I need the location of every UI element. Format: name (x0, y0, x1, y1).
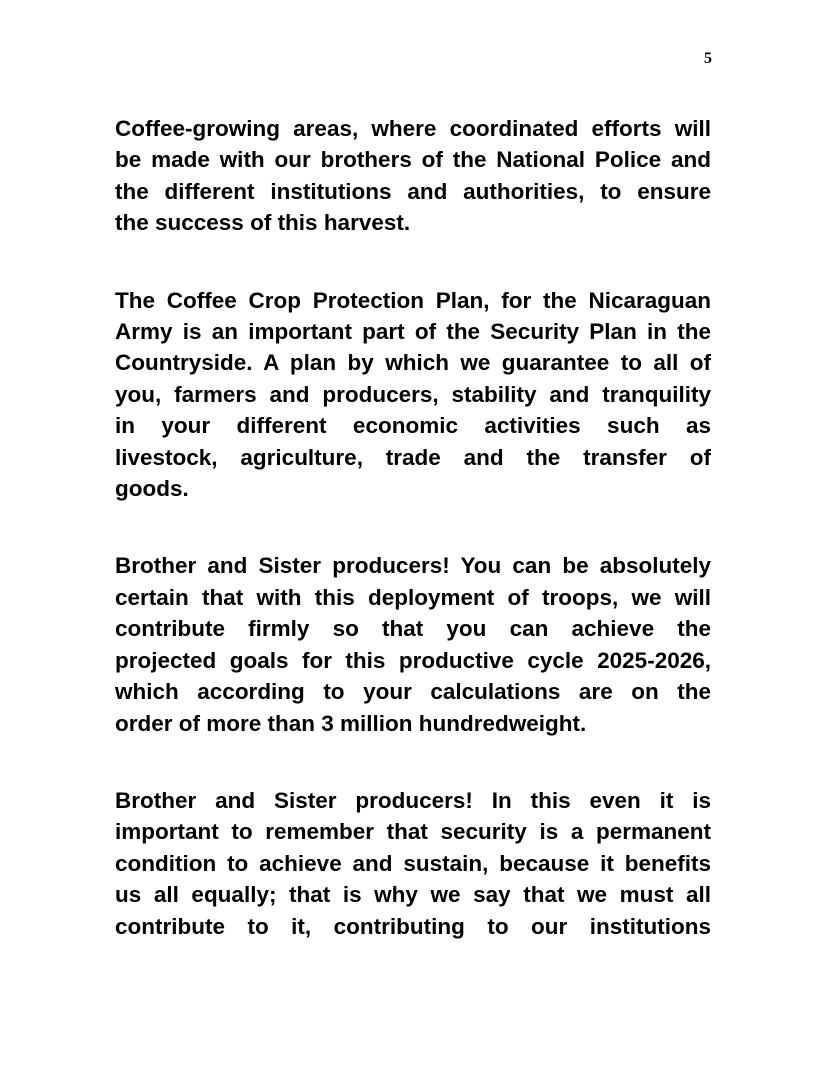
paragraph-line: projected goals for this productive cycle 2025-2026, (115, 647, 711, 673)
paragraph-line: important to remember that security is a permanent (115, 819, 711, 845)
paragraph-line: the success of this harvest. (115, 210, 411, 236)
paragraph-2 (115, 285, 711, 505)
paragraph-line: be made with our brothers of the National Police and (115, 147, 711, 173)
paragraph-line: Coffee-growing areas, where coordinated efforts will (115, 116, 711, 141)
paragraph-line: The Coffee Crop Protection Plan, for the Nicaraguan (115, 287, 711, 313)
paragraph-line: Army is an important part of the Security Plan in the (115, 319, 711, 345)
paragraph-1 (115, 113, 711, 239)
paragraph-line: in your different economic activities such as (115, 413, 711, 439)
paragraph-line: contribute firmly so that you can achieve the (115, 616, 711, 642)
paragraph-line: livestock, agriculture, trade and the transfer of (115, 444, 711, 470)
document-body (115, 113, 711, 988)
paragraph-line: order of more than 3 million hundredweight. (115, 710, 587, 736)
paragraph-line: certain that with this deployment of troops, we will (115, 584, 711, 610)
paragraph-3 (115, 550, 711, 738)
paragraph-line: contribute to it, contributing to our institutions (115, 913, 711, 939)
paragraph-line: Brother and Sister producers! You can be absolutely (115, 553, 711, 579)
paragraph-line: goods. (115, 476, 189, 502)
page-number: 5 (704, 50, 712, 67)
paragraph-line: you, farmers and producers, stability and tranquility (115, 381, 711, 407)
paragraph-line: us all equally; that is why we say that we must all (115, 882, 711, 908)
paragraph-line: Brother and Sister producers! In this even it is (115, 787, 711, 813)
paragraph-4 (115, 785, 711, 942)
paragraph-line: which according to your calculations are on the (115, 679, 711, 705)
paragraph-line: Countryside. A plan by which we guarantee to all of (115, 350, 711, 376)
paragraph-line: condition to achieve and sustain, because it benefits (115, 850, 711, 876)
paragraph-line: the different institutions and authorities, to ensure (115, 178, 711, 204)
